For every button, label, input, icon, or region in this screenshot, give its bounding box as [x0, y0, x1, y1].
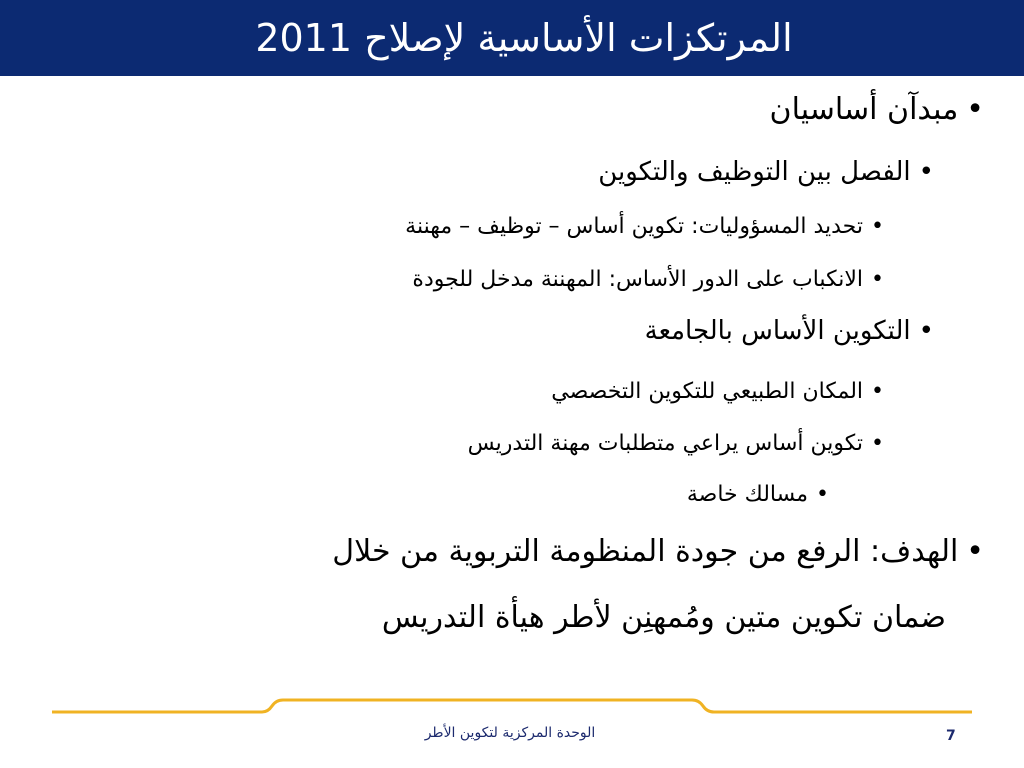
bullet-item — [687, 482, 829, 507]
bullet-item — [468, 431, 884, 456]
bullet-item — [332, 534, 984, 569]
bullet-text: الفصل بين التوظيف والتكوين — [598, 157, 911, 187]
bullet-text: ضمان تكوين متين ومُمهنِن لأطر هيأة التدريس — [381, 600, 946, 635]
bullet-text: مبدآن أساسيان — [769, 92, 959, 127]
footer-divider — [0, 696, 1024, 726]
slide-title: المرتكزات الأساسية لإصلاح 2011 — [255, 16, 793, 60]
bullet-icon: • — [871, 267, 884, 292]
bullet-text: التكوين الأساس بالجامعة — [644, 316, 911, 346]
bullet-item — [645, 316, 934, 346]
bullet-item — [412, 267, 884, 292]
bullet-text: مسالك خاصة — [686, 482, 809, 507]
bullet-icon: • — [871, 214, 884, 239]
bullet-item — [405, 214, 884, 239]
bullet-text: المكان الطبيعي للتكوين التخصصي — [551, 379, 864, 404]
bullet-icon: • — [966, 92, 984, 127]
bullet-icon: • — [816, 482, 829, 507]
page-number: 7 — [946, 728, 956, 744]
bullet-item — [551, 379, 884, 404]
bullet-icon: • — [918, 316, 934, 346]
bullet-item — [770, 92, 984, 127]
bullet-icon: • — [966, 534, 984, 569]
bullet-icon: • — [871, 431, 884, 456]
bullet-text: تكوين أساس يراعي متطلبات مهنة التدريس — [467, 431, 864, 456]
bullet-icon: • — [918, 157, 934, 187]
footer-organization: الوحدة المركزية لتكوين الأطر — [424, 725, 596, 741]
bullet-text: تحديد المسؤوليات: تكوين أساس – توظيف – مهننة — [405, 214, 864, 239]
bullet-icon: • — [871, 379, 884, 404]
bullet-item — [598, 157, 934, 187]
bullet-text: الانكباب على الدور الأساس: المهننة مدخل للجودة — [412, 267, 864, 292]
bullet-text: الهدف: الرفع من جودة المنظومة التربوية من خلال — [332, 534, 959, 569]
bullet-continuation — [382, 600, 946, 635]
